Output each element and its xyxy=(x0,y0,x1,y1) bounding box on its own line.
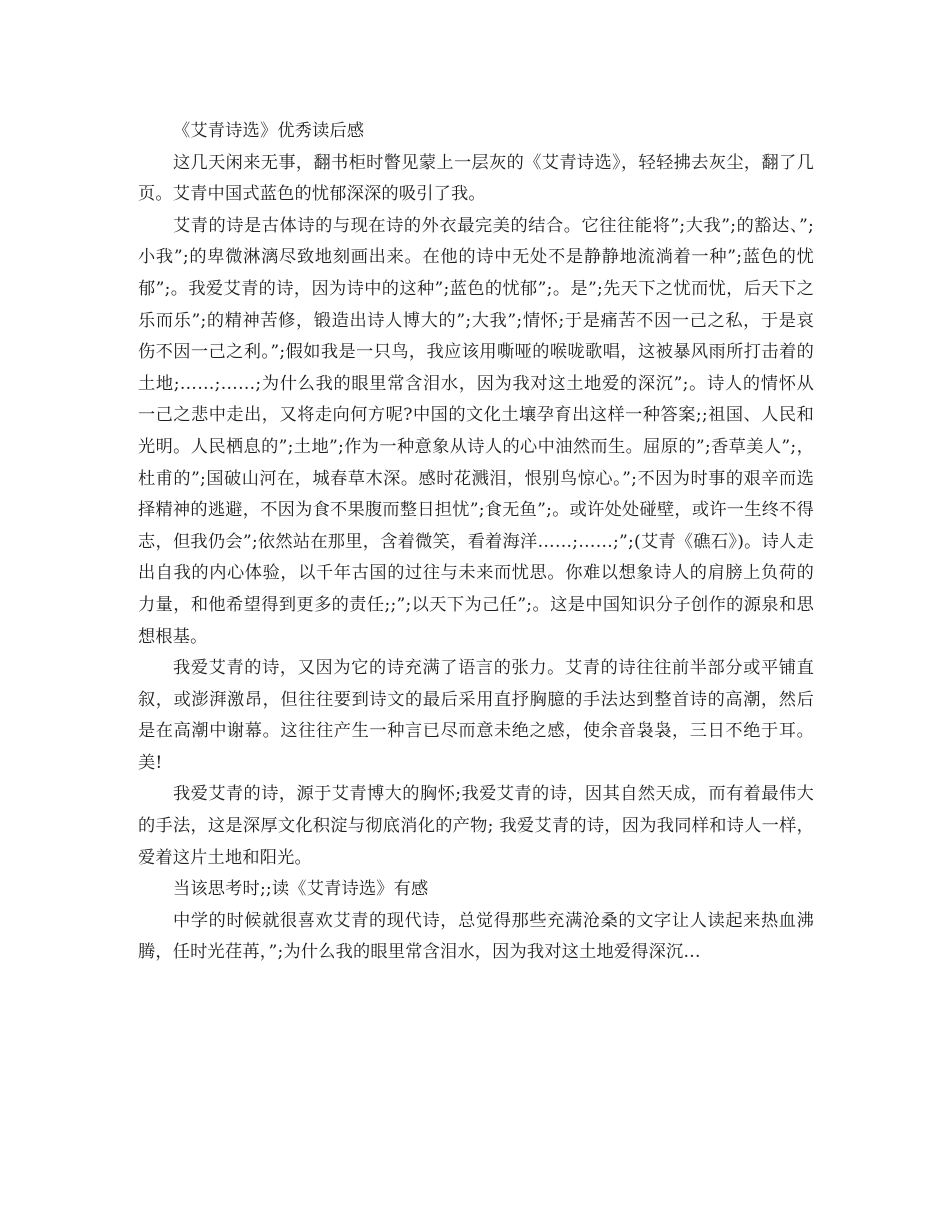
paragraph-broad-mind: 我爱艾青的诗，源于艾青博大的胸怀;我爱艾青的诗，因其自然天成，而有着最伟大的手法，这是深厚文化积淀与彻底消化的产物; 我爱艾青的诗，因为我同样和诗人一样，爱着这片土地和阳光。 xyxy=(138,784,814,868)
paragraph-intro: 这几天闲来无事，翻书柜时瞥见蒙上一层灰的《艾青诗选》，轻轻拂去灰尘，翻了几页。艾青中国式蓝色的忧郁深深的吸引了我。 xyxy=(138,152,814,205)
paragraph-closing: 中学的时候就很喜欢艾青的现代诗，总觉得那些充满沧桑的文字让人读起来热血沸腾，任时光荏苒，”;为什么我的眼里常含泪水，因为我对这土地爱得深沉… xyxy=(138,910,814,963)
paragraph-language-tension: 我爱艾青的诗，又因为它的诗充满了语言的张力。艾青的诗往往前半部分或平铺直叙，或澎湃激昂，但往往要到诗文的最后采用直抒胸臆的手法达到整首诗的高潮，然后是在高潮中谢幕。这往往产生一种言已尽而意未绝之感，使余音袅袅，三日不绝于耳。美! xyxy=(138,658,814,773)
document-body xyxy=(138,116,814,969)
paragraph-blue-melancholy: 艾青的诗是古体诗的与现在诗的外衣最完美的结合。它往往能将”;大我”;的豁达、”;小我”;的卑微淋漓尽致地刻画出来。在他的诗中无处不是静静地流淌着一种”;蓝色的忧郁”;。我爱艾青的诗，因为诗中的这种”;蓝色的忧郁”;。是”;先天下之忧而忧，后天下之乐而乐”;的精神苦修，锻造出诗人博大的”;大我”;情怀;于是痛苦不因一己之私，于是哀伤不因一己之利。”;假如我是一只鸟，我应该用嘶哑的喉咙歌唱，这被暴风雨所打击着的土地;……;……;为什么我的眼里常含泪水，因为我对这土地爱的深沉”;。诗人的情怀从一己之悲中走出，又将走向何方呢?中国的文化土壤孕育出这样一种答案;;祖国、人民和光明。人民栖息的”;土地”;作为一种意象从诗人的心中油然而生。屈原的”;香草美人”;，杜甫的”;国破山河在，城春草木深。感时花溅泪，恨别鸟惊心。”;不因为时事的艰辛而选择精神的逃避，不因为食不果腹而整日担忧”;食无鱼”;。或许处处碰壁，或许一生终不得志，但我仍会”;依然站在那里，含着微笑，看着海洋……;……;”;(艾青《礁石》)。诗人走出自我的内心体验，以千年古国的过往与未来而忧思。你难以想象诗人的肩膀上负荷的力量，和他希望得到更多的责任;;”;以天下为己任”;。这是中国知识分子创作的源泉和思想根基。 xyxy=(138,215,814,647)
document-title: 《艾青诗选》优秀读后感 xyxy=(173,121,365,141)
section-subheading: 当该思考时;;读《艾青诗选》有感 xyxy=(173,879,429,900)
